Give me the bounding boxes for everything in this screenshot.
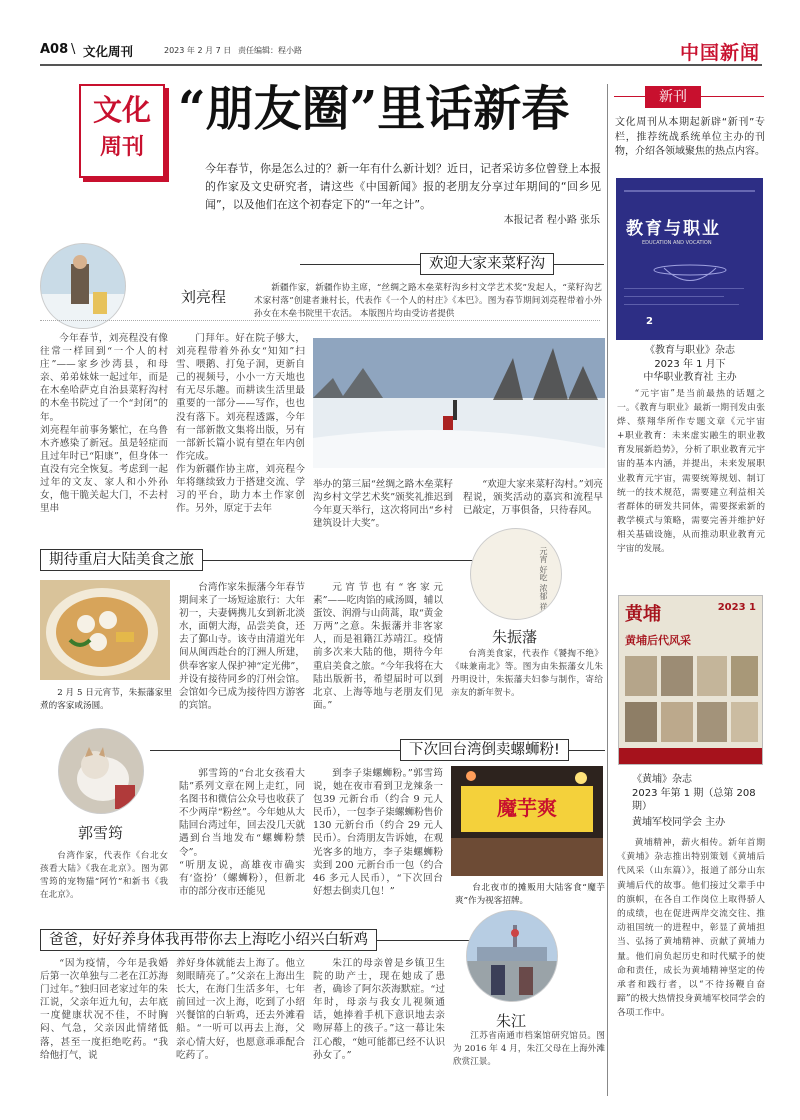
section4-col3: 朱江的母亲曾是乡镇卫生院的助产士，现在她成了患者，确诊了阿尔茨海默症。“过年时，母亲与我女儿视频通话，她捧着手机下意识地去亲吻屏幕上的孩子。”这一幕让朱江心酸，“她可能都已经不认识孙女了。”	[313, 958, 445, 1061]
magazine-cover-huangpu	[618, 595, 763, 765]
page-editor: 责任编辑：程小路	[238, 46, 302, 55]
magazine1-caption	[612, 344, 768, 385]
page-number: A08	[40, 42, 69, 57]
section2-col1: 台湾作家朱振藩今年春节期间来了一场短途旅行：大年初一，夫妻俩携儿女到新北淡水，面朝大海，品尝美食，还去了鄞山寺。该寺由清道光年间从闽西赴台的汀洲人所建，供奉客家人保护神“定光佛”，并设有接待同乡的汀州会馆。会馆如今已成为接待四方游客的宾馆。	[179, 582, 305, 711]
name-liu-liangcheng: 刘亮程	[181, 288, 227, 306]
magazine-cover-education	[616, 178, 763, 340]
section3-title: 下次回台湾倒卖螺蛳粉!	[400, 739, 569, 761]
section4-col2: 养好身体就能去上海了。他立刻眼睛亮了。”父亲在上海出生长大，在海门生活多年，七年前回过一次上海，吃到了小绍兴餐馆的白斩鸡，还去外滩看船。“一听可以再去上海，父亲心情大好，也愿意乖乖配合吃药了。	[176, 958, 305, 1061]
header-rule	[40, 64, 762, 66]
photo-zhu-jiang-parents	[466, 910, 558, 1002]
section1-col4: “欢迎大家来菜籽沟村。”刘亮程说，颁奖活动的嘉宾和流程早已敲定，万事俱备，只待春风。	[463, 479, 603, 517]
page-header	[40, 42, 762, 62]
page-date: 2023 年 2 月 7 日	[164, 46, 232, 55]
divider-backslash: \	[71, 42, 76, 57]
portrait-liu-liangcheng	[40, 243, 126, 329]
magazine1-cap-date: 2023 年 1 月下	[654, 358, 726, 370]
section3-col1: 郭雪筠的“台北女孩看大陆”系列文章在网上走红，同名图书和微信公众号也收获了不少两岸“粉丝”。今年她从大陆回台湾过年，回去没几天就遇到台当地发布“螺蛳粉禁令”。 “听朋友说，高雄夜市确实有‘盗扮’（螺蛳粉），但新北市的部分夜市还能见	[179, 768, 305, 897]
section1-dots	[40, 320, 600, 321]
photo-snow-garden	[313, 338, 605, 468]
brand-logo: 中国新闻	[679, 42, 760, 64]
section1-col1: 今年春节，刘亮程没有像往常一样回到“一个人的村庄”——家乡沙湾县，和母亲、弟弟妹妹一起过年，而是在木垒哈萨克自治县菜籽沟村的木垒书院过了一个“封闭”的年。 刘亮程年前事务繁忙，在乌鲁木齐感染了新冠。虽是轻症而且过年时已“阳康”，但身体一直没有完全恢复。考虑到一起过年的文友、家人和小外孙女，他干脆关起大门，不去村里串	[40, 333, 168, 515]
magazine-cover-art	[616, 178, 763, 340]
magazine2-cover-headline: 黄埔后代风采	[625, 634, 691, 647]
section-logo	[79, 84, 165, 178]
sidebar-divider	[607, 84, 608, 1096]
section1-col2: 门拜年。好在院子够大，刘亮程带着外孙女“知知”扫雪、喂鹅、打兔子洞，更新自己的视频号，小小一方天地也有无尽乐趣。而耕读生活里最重要的一部分——写作，也也没有落下。刘亮程透露，今年有一部新散文集将出版，另有一部新长篇小说有望在年内创作完成。 作为新疆作协主席，刘亮程今年将继续致力于搭建交流、学习的平台，助力本土作家创作。另外，原定于去年	[176, 333, 305, 515]
magazine1-issue: 2	[646, 316, 653, 327]
photo-soup-dumplings	[40, 580, 170, 680]
section3-photo-caption: 台北夜市的摊贩用大陆客食“魔芋爽”作为视客招牌。	[455, 883, 605, 906]
lede: 今年春节，你是怎么过的？新一年有什么新计划？近日，记者采访多位曾登上本报的作家及文史研究者，请这些《中国新闻》报的老朋友分享过年期间的“回乡见闻”，以及他们在这个初春定下的“一年之计”。	[205, 162, 601, 211]
magazine1-title: 教育与职业	[626, 219, 721, 239]
photo-night-market	[451, 766, 603, 876]
magazine2-caption	[632, 773, 767, 829]
section4-title: 爸爸，好好养身体我再带你去上海吃小绍兴白斩鸡	[40, 929, 377, 951]
magazine2-cap-name: 《黄埔》杂志	[632, 774, 692, 785]
logo-line2: 周刊	[99, 134, 144, 160]
name-zhu-jiang: 朱江	[496, 1012, 527, 1030]
greeting-card-zhu	[470, 528, 562, 620]
magazine2-portraits	[619, 648, 763, 765]
magazine2-issue: 2023 1	[717, 602, 756, 613]
headline: “朋友圈”里话新春	[178, 81, 570, 137]
section2-col2: 元宵节也有“客家元素”——吃肉馅的咸汤圆，辅以蛋饺、润滑与山茼蒿，取“黄金万两”之意。朱振藩并非客家人，而是祖籍江苏靖江。疫情前多次来大陆的他，期待今年重启美食之旅。“今年我将在大陆出版新书，希望届时可以到北京、上海等地与老朋友们见面。”	[313, 582, 443, 711]
section3-col2: 到李子柒螺蛳粉。”郭雪筠说，她在夜市看到卫龙辣条一包39 元新台币（约合 9 元人民币），一包李子柒螺蛳粉售价 130 元新台币（约合 29 元人民币）。台湾朋友告诉她，在观光客多的地方，李子柒螺蛳粉卖到 200 元新台币一包（约合 46 多元人民币），“下次回台好想去倒卖几包！”	[313, 768, 443, 897]
name-guo-xuejun: 郭雪筠	[78, 824, 124, 842]
sidebar-tag: 新刊	[645, 86, 701, 108]
section1-col3: 举办的第三届“丝绸之路木垒菜籽沟乡村文学艺术奖”颁奖礼推迟到今年夏天举行，这次将同出“乡村建筑设计大奖”。	[313, 479, 453, 530]
logo-line1: 文化	[92, 93, 151, 127]
byline: 本报记者 程小路 张乐	[503, 215, 600, 226]
section3-intro: 台湾作家，代表作《台北女孩看大陆》《我在北京》。图为郭雪筠的宠物猫“阿竹”和新书《我在北京》。	[40, 851, 168, 900]
magazine2-title: 黄埔	[625, 604, 661, 625]
section2-title: 期待重启大陆美食之旅	[40, 549, 203, 571]
magazine2-cap-issue: 2023 年第 1 期（总第 208 期）	[632, 787, 756, 812]
magazine2-cap-org: 黄埔军校同学会 主办	[632, 816, 726, 828]
greeting-card-text: 元宵 好吃 浓郁 祥瑞	[539, 547, 548, 619]
name-zhu-zhenfan: 朱振藩	[492, 628, 538, 646]
section1-intro: 新疆作家，新疆作协主席，“丝绸之路木垒菜籽沟乡村文学艺术奖”发起人，“菜籽沟艺术家村落”创建者兼村长，代表作《一个人的村庄》《本巴》。图为春节期间刘亮程带着小外孙女在木垒书院里干农活。 本版图片均由受访者提供	[254, 283, 602, 319]
portrait-guo-xuejun	[58, 728, 144, 814]
magazine1-cap-org: 中华职业教育社 主办	[643, 372, 737, 383]
magazine1-subtitle: EDUCATION AND VOCATION	[642, 240, 712, 246]
magazine2-body: 黄埔精神，薪火相传。新年首期《黄埔》杂志推出特别策划《黄埔后代风采（山东篇）》，报道了部分山东黄埔后代的故事。他们接过父辈手中的旗帜，在各自工作岗位上取得骄人的成绩，也在促进两岸交流交往、推动祖国统一的进程中，彰显了黄埔担当、弘扬了黄埔精神、贡献了黄埔力量。他们肩负起历史和时代赋予的使命和责任，成长为黄埔精神坚定的传承者和践行者，以“不待扬鞭自奋蹄”的极大热情投身黄埔军校同学会的各项工作中。	[617, 838, 765, 1019]
section2-intro: 台湾美食家，代表作《饕掏不绝》《味兼南北》等。图为由朱振藩女儿朱丹明设计，朱振藩夫妇参与制作，寄给亲友的新年贺卡。	[451, 649, 603, 698]
sidebar-intro: 文化周刊从本期起新辟“新刊”专栏，推荐统战系统单位主办的刊物，介绍各领域聚焦的热点内容。	[615, 117, 765, 157]
night-market-sign: 魔芋爽	[497, 796, 557, 820]
section1-title: 欢迎大家来菜籽沟	[420, 253, 554, 275]
section4-intro: 江苏省南通市档案馆研究馆员。图为 2016 年 4 月，朱江父母在上海外滩欣赏江景。	[453, 1031, 605, 1067]
section4-col1: “因为疫情，今年是我婚后第一次单独与二老在江苏海门过年。”独归回老家过年的朱江说，父亲年近九旬，去年底一度健康状况不佳，不时胸闷、气急，父亲因此情绪低落，甚至一度拒绝吃药。“我给他打气，说	[40, 958, 168, 1061]
section-name: 文化周刊	[83, 44, 134, 59]
section2-photo-caption: 2 月 5 日元宵节，朱振藩家里煮的客家咸汤圆。	[40, 688, 172, 711]
magazine1-body: “元宇宙”是当前最热的话题之一。《教育与职业》最新一期刊发由张烨、蔡翔华所作专题文章《元宇宙+职业教育：未来虚实融生的职业教育发展新趋势》，分析了职业教育元宇宙的基本内涵，并提出，未来发展职业教育元宇宙，需要统筹规划、制订统一的技术规范，需要建立利益相关者群体的研发共同体，需要探索新的教学模式与策略，需要完善并维护好相关基础设施，从而推动职业教育元宇宙的发展。	[617, 389, 765, 555]
magazine1-cap-name: 《教育与职业》杂志	[645, 345, 735, 356]
